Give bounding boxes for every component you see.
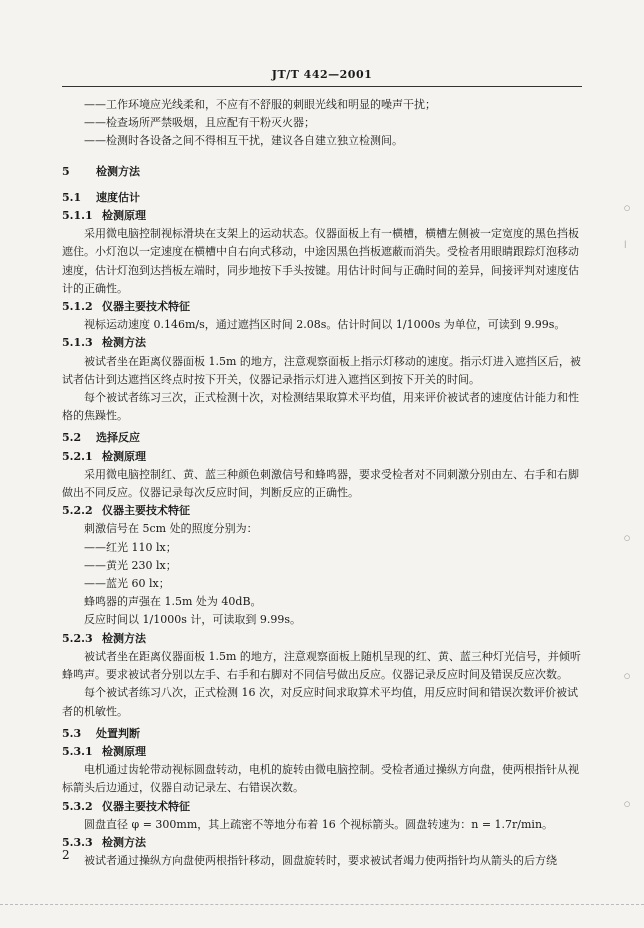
scan-edge-rule [0,904,644,905]
section-heading [62,798,582,816]
paragraph: 采用微电脑控制视标滑块在支架上的运动状态。仪器面板上有一横槽，横槽左侧被一定宽度的黑色挡板遮住。小灯泡以一定速度在横槽中自右向式移动，中途因黑色挡板遮蔽而消失。受检者用眼睛跟踪灯泡移动速度，估计灯泡到达挡板左端时，同步地按下手头按键。用估计时间与正确时间的差异，间接评判对速度估计的正确性。 [62,227,579,295]
section-title: 检测方法 [102,631,146,645]
paragraph: 视标运动速度 0.146m/s，通过遮挡区时间 2.08s。估计时间以 1/1000s 为单位，可读到 9.99s。 [84,318,566,332]
section-title: 速度估计 [96,190,140,204]
section-number: 5.1.3 [62,336,93,350]
section-heading [62,502,582,520]
section-number: 5.3 [62,726,82,740]
section-number: 5.1.2 [62,300,93,314]
paragraph: 刺激信号在 5cm 处的照度分别为： [84,522,258,536]
section-number: 5.1.1 [62,209,93,223]
section-heading [62,834,582,852]
section-heading [62,448,582,466]
margin-mark: ○ [624,534,631,542]
list-item-dash: ——检测时各设备之间不得相互干扰，建议各自建立独立检测间。 [84,134,403,148]
section-number: 5.2.1 [62,449,93,463]
section-title: 处置判断 [96,726,140,740]
section-title: 检测方法 [96,164,140,178]
list-item-dash: ——工作环境应光线柔和，不应有不舒服的刺眼光线和明显的噪声干扰； [84,98,436,111]
header-rule [62,86,582,87]
section-heading [62,207,582,225]
section-heading [62,743,582,761]
list-item-dash: ——蓝光 60 lx； [84,577,170,591]
section-heading [62,334,582,352]
paragraph: 采用微电脑控制红、黄、蓝三种颜色刺激信号和蜂鸣器，要求受检者对不同刺激分别由左、右手和右脚做出不同反应。仪器记录每次反应时间，判断反应的正确性。 [62,467,579,500]
section-heading [62,429,582,447]
section-heading [62,189,582,207]
document-body [62,96,582,870]
paragraph: 被试者坐在距离仪器面板 1.5m 的地方，注意观察面板上随机呈现的红、黄、蓝三种灯光信号，并倾听蜂鸣声。要求被试者分别以左手、右手和右脚对不同信号做出反应。仪器记录反应时间及错误反应次数。 [62,649,581,682]
section-title: 仪器主要技术特征 [102,799,190,813]
section-title: 检测方法 [102,336,146,350]
list-item-dash: ——黄光 230 lx； [84,558,177,572]
paragraph: 每个被试者练习八次，正式检测 16 次，对反应时间求取算术平均值，用反应时间和错误次数评价被试者的机敏性。 [62,686,578,718]
paragraph: 电机通过齿轮带动视标圆盘转动，电机的旋转由微电脑控制。受检者通过操纵方向盘，使两根指针从视标箭头后边通过，仪器自动记录左、右错误次数。 [62,763,579,795]
paragraph: 被试者通过操纵方向盘使两根指针移动，圆盘旋转时，要求被试者竭力使两指针均从箭头的后方绕 [84,854,557,868]
section-title: 选择反应 [96,431,140,445]
paragraph: 反应时间以 1/1000s 计，可读取到 9.99s。 [84,613,301,627]
section-heading [62,298,582,316]
paragraph: 圆盘直径 φ = 300mm，其上疏密不等地分布着 16 个视标箭头。圆盘转速为：n = 1.7r/min。 [84,817,554,831]
page-number: 2 [62,848,70,862]
list-item-dash: ——检查场所严禁吸烟，且应配有干粉灭火器； [84,116,315,130]
section-title: 检测原理 [102,744,146,758]
section-number: 5.1 [62,190,82,204]
section-number: 5.2.2 [62,504,93,518]
paragraph: 每个被试者练习三次，正式检测十次，对检测结果取算术平均值，用来评价被试者的速度估计能力和性格的焦躁性。 [62,391,579,423]
section-title: 仪器主要技术特征 [102,300,190,314]
margin-mark: | [624,240,627,248]
section-heading [62,630,582,648]
section-number: 5 [62,164,70,178]
section-number: 5.3.3 [62,835,93,849]
margin-mark: ○ [624,204,631,212]
section-title: 检测方法 [102,835,146,849]
section-title: 检测原理 [102,449,146,463]
section-title: 检测原理 [102,209,146,223]
page-header-standard-code: JT/T 442—2001 [271,68,373,81]
section-number: 5.3.1 [62,744,93,758]
paragraph: 蜂鸣器的声强在 1.5m 处为 40dB。 [84,595,262,609]
margin-mark: ○ [624,672,631,680]
margin-mark: ○ [624,800,631,808]
section-heading [62,725,582,743]
section-number: 5.2.3 [62,631,93,645]
section-number: 5.2 [62,431,82,445]
section-heading [62,163,582,181]
paragraph: 被试者坐在距离仪器面板 1.5m 的地方，注意观察面板上指示灯移动的速度。指示灯进入遮挡区后，被试者估计到达遮挡区终点时按下开关，仪器记录指示灯进入遮挡区到按下开关的时间。 [62,354,581,386]
section-title: 仪器主要技术特征 [102,504,190,518]
section-number: 5.3.2 [62,799,93,813]
list-item-dash: ——红光 110 lx； [84,540,177,554]
